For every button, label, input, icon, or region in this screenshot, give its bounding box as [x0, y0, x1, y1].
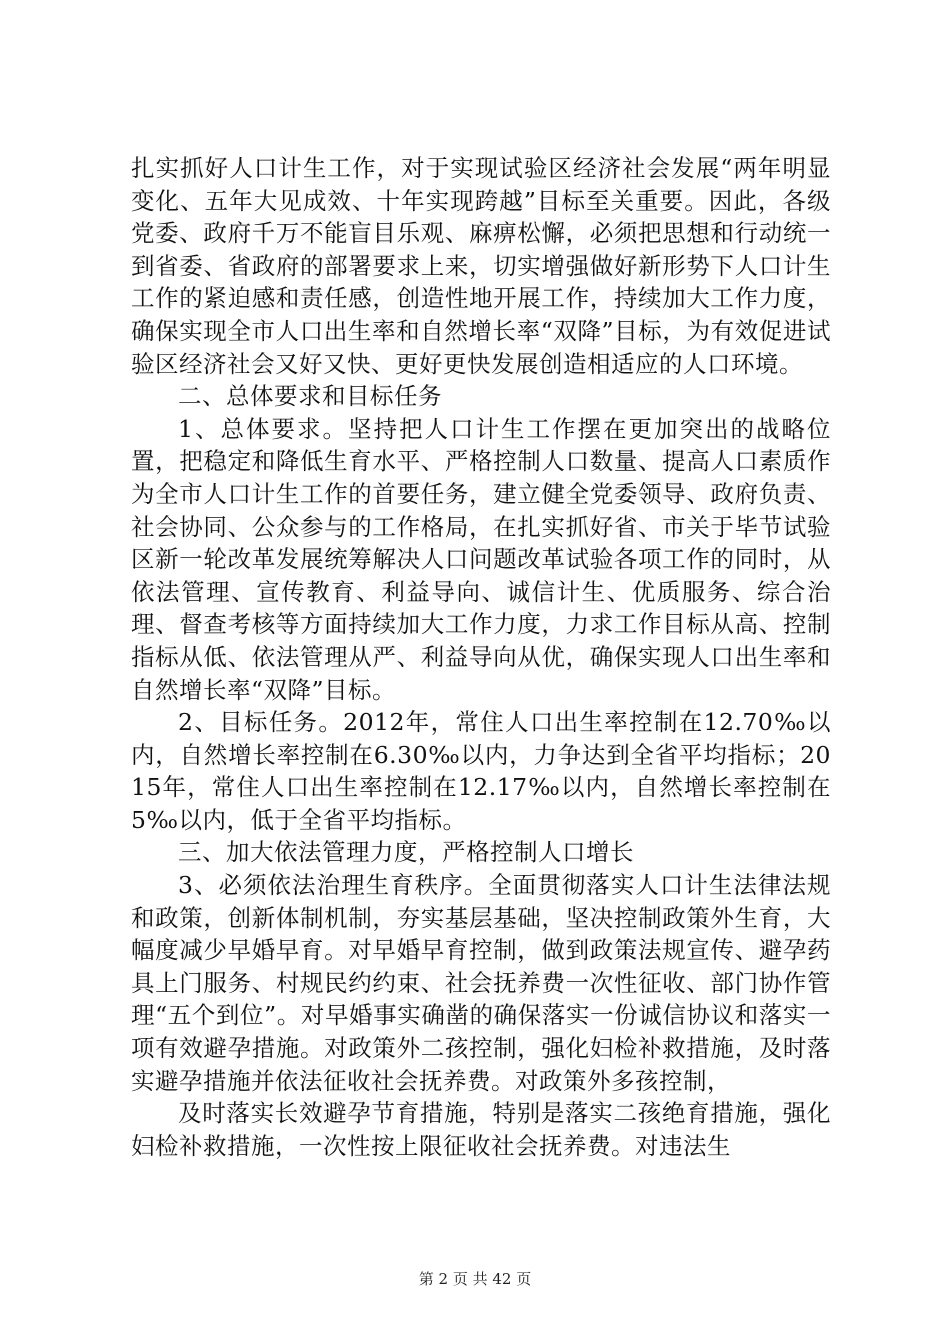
- section-heading-2: 二、总体要求和目标任务: [178, 382, 442, 411]
- section-heading-3: 三、加大依法管理力度，严格控制人口增长: [178, 838, 634, 867]
- paragraph-legal-governance: 3、必须依法治理生育秩序。全面贯彻落实人口计生法律法规和政策，创新体制机制，夯实基层基础，坚决控制政策外生育，大幅度减少早婚早育。对早婚早育控制，做到政策法规宣传、避孕药具上门服务、村规民约约束、社会抚养费一次性征收、部门协作管理“五个到位”。对早婚事实确凿的确保落实一份诚信协议和落实一项有效避孕措施。对政策外二孩控制，强化妇检补救措施，及时落实避孕措施并依法征收社会抚养费。对政策外多孩控制，: [131, 871, 831, 1095]
- paragraph-overall-requirements: 1、总体要求。坚持把人口计生工作摆在更加突出的战略位置，把稳定和降低生育水平、严格控制人口数量、提高人口素质作为全市人口计生工作的首要任务，建立健全党委领导、政府负责、社会协同、公众参与的工作格局，在扎实抓好省、市关于毕节试验区新一轮改革发展统筹解决人口问题改革试验各项工作的同时，从依法管理、宣传教育、利益导向、诚信计生、优质服务、综合治理、督查考核等方面持续加大工作力度，力求工作目标从高、控制指标从低、依法管理从严、利益导向从优，确保实现人口出生率和自然增长率“双降”目标。: [131, 414, 831, 704]
- page-number-footer: 第 2 页 共 42 页: [418, 1270, 532, 1288]
- paragraph-continuation: 及时落实长效避孕节育措施，特别是落实二孩绝育措施，强化妇检补救措施，一次性按上限征收社会抚养费。对违法生: [131, 1099, 831, 1160]
- paragraph-intro: 扎实抓好人口计生工作，对于实现试验区经济社会发展“两年明显变化、五年大见成效、十年实现跨越”目标至关重要。因此，各级党委、政府千万不能盲目乐观、麻痹松懈，必须把思想和行动统一到省委、省政府的部署要求上来，切实增强做好新形势下人口计生工作的紧迫感和责任感，创造性地开展工作，持续加大工作力度，确保实现全市人口出生率和自然增长率“双降”目标，为有效促进试验区经济社会又好又快、更好更快发展创造相适应的人口环境。: [131, 154, 831, 378]
- document-body: [131, 152, 831, 1162]
- paragraph-target-tasks: 2、目标任务。2012年，常住人口出生率控制在12.70‰以内，自然增长率控制在6.30‰以内，力争达到全省平均指标；2015年，常住人口出生率控制在12.17‰以内，自然增长率控制在5‰以内，低于全省平均指标。: [131, 708, 831, 834]
